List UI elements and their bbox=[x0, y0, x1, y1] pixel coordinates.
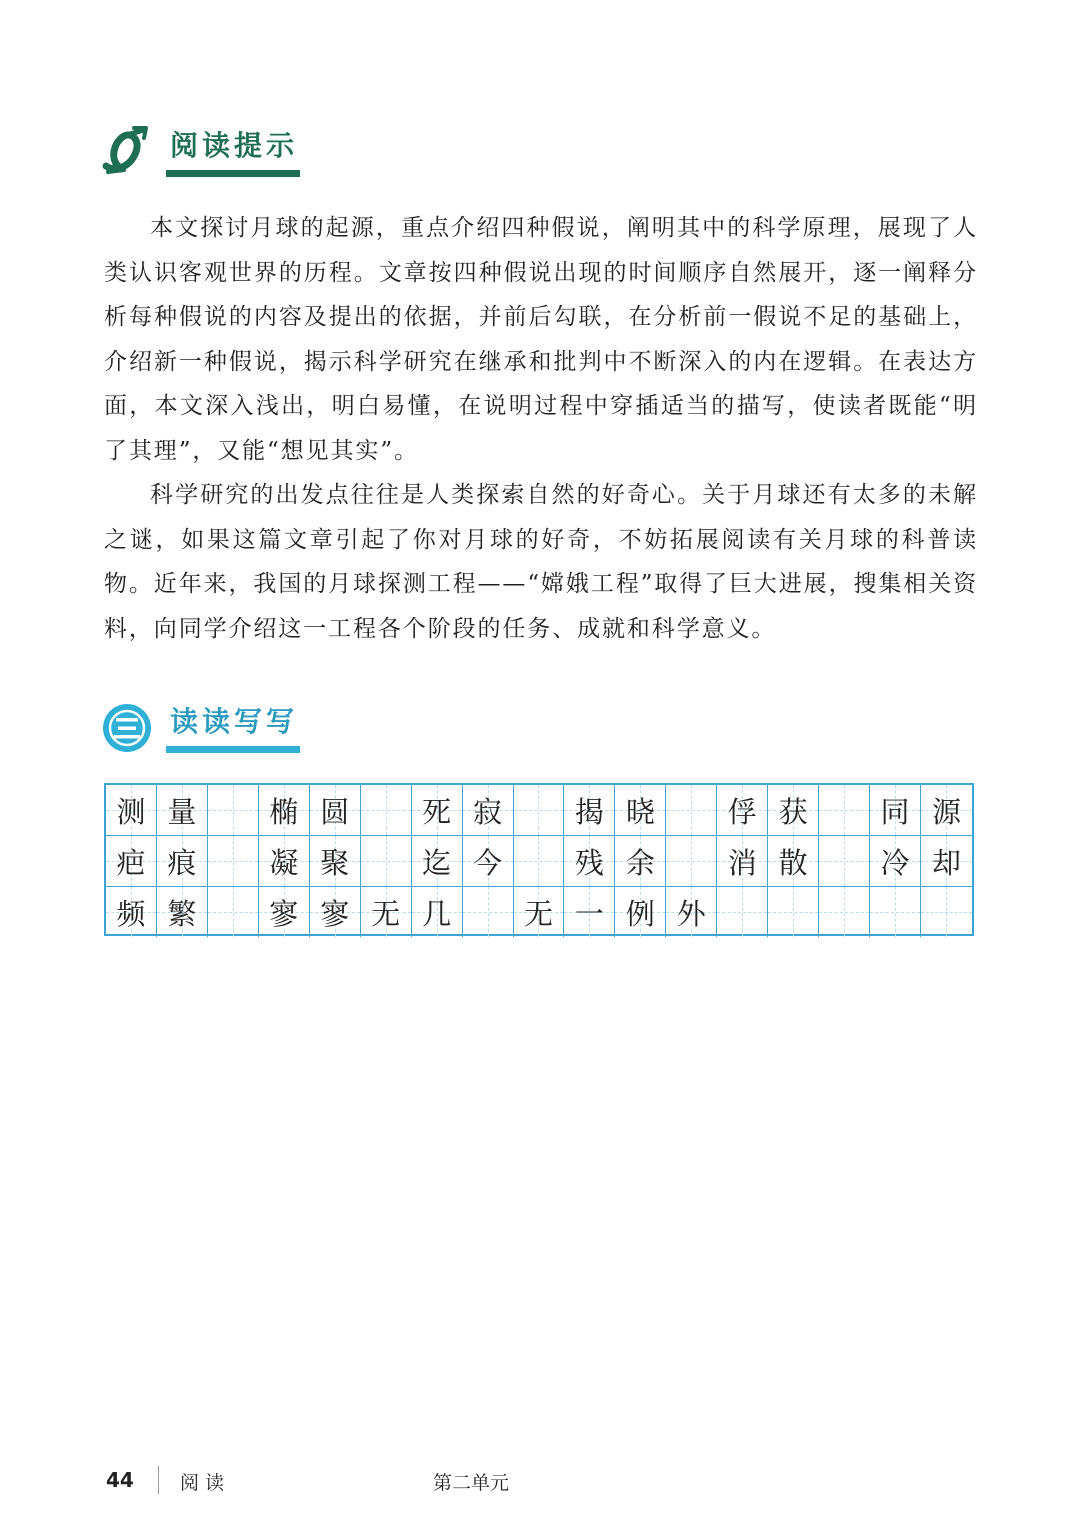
grid-cell bbox=[666, 785, 717, 835]
grid-character: 揭 bbox=[574, 794, 604, 829]
reading-tip-underline bbox=[166, 170, 300, 177]
grid-cell bbox=[412, 836, 463, 886]
grid-cell bbox=[666, 887, 717, 937]
grid-cell bbox=[717, 785, 768, 835]
grid-cell bbox=[717, 887, 768, 937]
grid-cell bbox=[564, 836, 615, 886]
grid-cell bbox=[412, 887, 463, 937]
grid-cell bbox=[921, 785, 972, 835]
grid-cell bbox=[259, 887, 310, 937]
grid-cell bbox=[768, 836, 819, 886]
grid-cell bbox=[310, 836, 361, 886]
grid-cell bbox=[870, 785, 921, 835]
grid-cell bbox=[717, 836, 768, 886]
read-write-header bbox=[100, 698, 302, 754]
grid-character: 消 bbox=[727, 845, 757, 880]
page-number: 44 bbox=[106, 1468, 134, 1492]
grid-row bbox=[106, 887, 972, 937]
footer-section: 阅读 bbox=[180, 1472, 231, 1494]
footer-divider bbox=[158, 1466, 159, 1494]
grid-cell bbox=[514, 785, 565, 835]
grid-cell bbox=[208, 887, 259, 937]
grid-character: 同 bbox=[880, 794, 910, 829]
grid-character: 繁 bbox=[167, 896, 197, 931]
grid-cell bbox=[615, 785, 666, 835]
grid-cell bbox=[514, 887, 565, 937]
grid-cell bbox=[615, 836, 666, 886]
grid-character: 残 bbox=[574, 845, 604, 880]
reading-tip-body bbox=[104, 206, 978, 651]
page-footer bbox=[106, 1466, 974, 1496]
grid-character: 寂 bbox=[473, 794, 503, 829]
grid-character: 晓 bbox=[625, 794, 655, 829]
reading-tip-title: 阅读提示 bbox=[170, 128, 299, 162]
grid-cell bbox=[564, 887, 615, 937]
grid-cell bbox=[259, 836, 310, 886]
grid-cell bbox=[666, 836, 717, 886]
grid-cell bbox=[463, 836, 514, 886]
grid-character: 痕 bbox=[167, 845, 197, 880]
grid-cell bbox=[819, 836, 870, 886]
grid-cell bbox=[768, 887, 819, 937]
grid-character: 聚 bbox=[320, 845, 350, 880]
read-write-title: 读读写写 bbox=[170, 704, 299, 738]
grid-character: 圆 bbox=[320, 794, 350, 829]
grid-character: 无 bbox=[371, 896, 401, 931]
grid-cell bbox=[615, 887, 666, 937]
grid-character: 频 bbox=[116, 896, 146, 931]
grid-cell bbox=[208, 836, 259, 886]
footer-unit: 第二单元 bbox=[433, 1472, 510, 1494]
grid-cell bbox=[106, 785, 157, 835]
reading-tip-paragraph-2: 科学研究的出发点往往是人类探索自然的好奇心。关于月球还有太多的未解之谜，如果这篇文章引起了你对月球的好奇，不妨拓展阅读有关月球的科普读物。近年来，我国的月球探测工程——“嫦娥工程”取得了巨大进展，搜集相关资料，向同学介绍这一工程各个阶段的任务、成就和科学意义。 bbox=[104, 482, 978, 642]
grid-character: 量 bbox=[167, 794, 197, 829]
grid-cell bbox=[514, 836, 565, 886]
grid-character: 冷 bbox=[880, 845, 910, 880]
grid-character: 俘 bbox=[727, 794, 757, 829]
grid-character: 无 bbox=[523, 896, 553, 931]
grid-cell bbox=[921, 887, 972, 937]
grid-cell bbox=[870, 836, 921, 886]
grid-cell bbox=[259, 785, 310, 835]
grid-cell bbox=[157, 887, 208, 937]
grid-cell bbox=[361, 887, 412, 937]
grid-character: 寥 bbox=[269, 896, 299, 931]
grid-cell bbox=[819, 785, 870, 835]
grid-cell bbox=[768, 785, 819, 835]
grid-cell bbox=[564, 785, 615, 835]
grid-character: 源 bbox=[931, 794, 961, 829]
read-write-circle-icon bbox=[100, 698, 158, 754]
grid-character: 一 bbox=[574, 896, 604, 931]
grid-cell bbox=[412, 785, 463, 835]
grid-character: 测 bbox=[116, 794, 146, 829]
grid-character: 获 bbox=[778, 794, 808, 829]
grid-character: 外 bbox=[676, 896, 706, 931]
grid-cell bbox=[310, 887, 361, 937]
grid-character: 却 bbox=[931, 845, 961, 880]
grid-cell bbox=[921, 836, 972, 886]
grid-character: 几 bbox=[422, 896, 452, 931]
grid-cell bbox=[463, 785, 514, 835]
read-write-underline bbox=[166, 746, 300, 753]
grid-character: 疤 bbox=[116, 845, 146, 880]
writing-grid bbox=[104, 783, 974, 936]
grid-cell bbox=[361, 836, 412, 886]
grid-cell bbox=[463, 887, 514, 937]
grid-cell bbox=[310, 785, 361, 835]
reading-tip-paragraph-1: 本文探讨月球的起源，重点介绍四种假说，阐明其中的科学原理，展现了人类认识客观世界的历程。文章按四种假说出现的时间顺序自然展开，逐一阐释分析每种假说的内容及提出的依据，并前后勾联，在分析前一假说不足的基础上，介绍新一种假说，揭示科学研究在继承和批判中不断深入的内在逻辑。在表达方面，本文深入浅出，明白易懂，在说明过程中穿插适当的描写，使读者既能“明了其理”，又能“想见其实”。 bbox=[104, 215, 978, 464]
grid-character: 寥 bbox=[320, 896, 350, 931]
grid-cell bbox=[106, 887, 157, 937]
grid-cell bbox=[208, 785, 259, 835]
grid-character: 余 bbox=[625, 845, 655, 880]
grid-cell bbox=[361, 785, 412, 835]
reading-tip-icon bbox=[100, 122, 158, 178]
grid-character: 死 bbox=[422, 794, 452, 829]
grid-cell bbox=[157, 785, 208, 835]
grid-character: 今 bbox=[473, 845, 503, 880]
grid-cell bbox=[870, 887, 921, 937]
grid-character: 例 bbox=[625, 896, 655, 931]
grid-row bbox=[106, 836, 972, 887]
reading-tip-header bbox=[100, 122, 302, 178]
grid-cell bbox=[157, 836, 208, 886]
grid-character: 椭 bbox=[269, 794, 299, 829]
grid-row bbox=[106, 785, 972, 836]
grid-cell bbox=[106, 836, 157, 886]
grid-cell bbox=[819, 887, 870, 937]
grid-character: 凝 bbox=[269, 845, 299, 880]
grid-character: 迄 bbox=[422, 845, 452, 880]
grid-character: 散 bbox=[778, 845, 808, 880]
